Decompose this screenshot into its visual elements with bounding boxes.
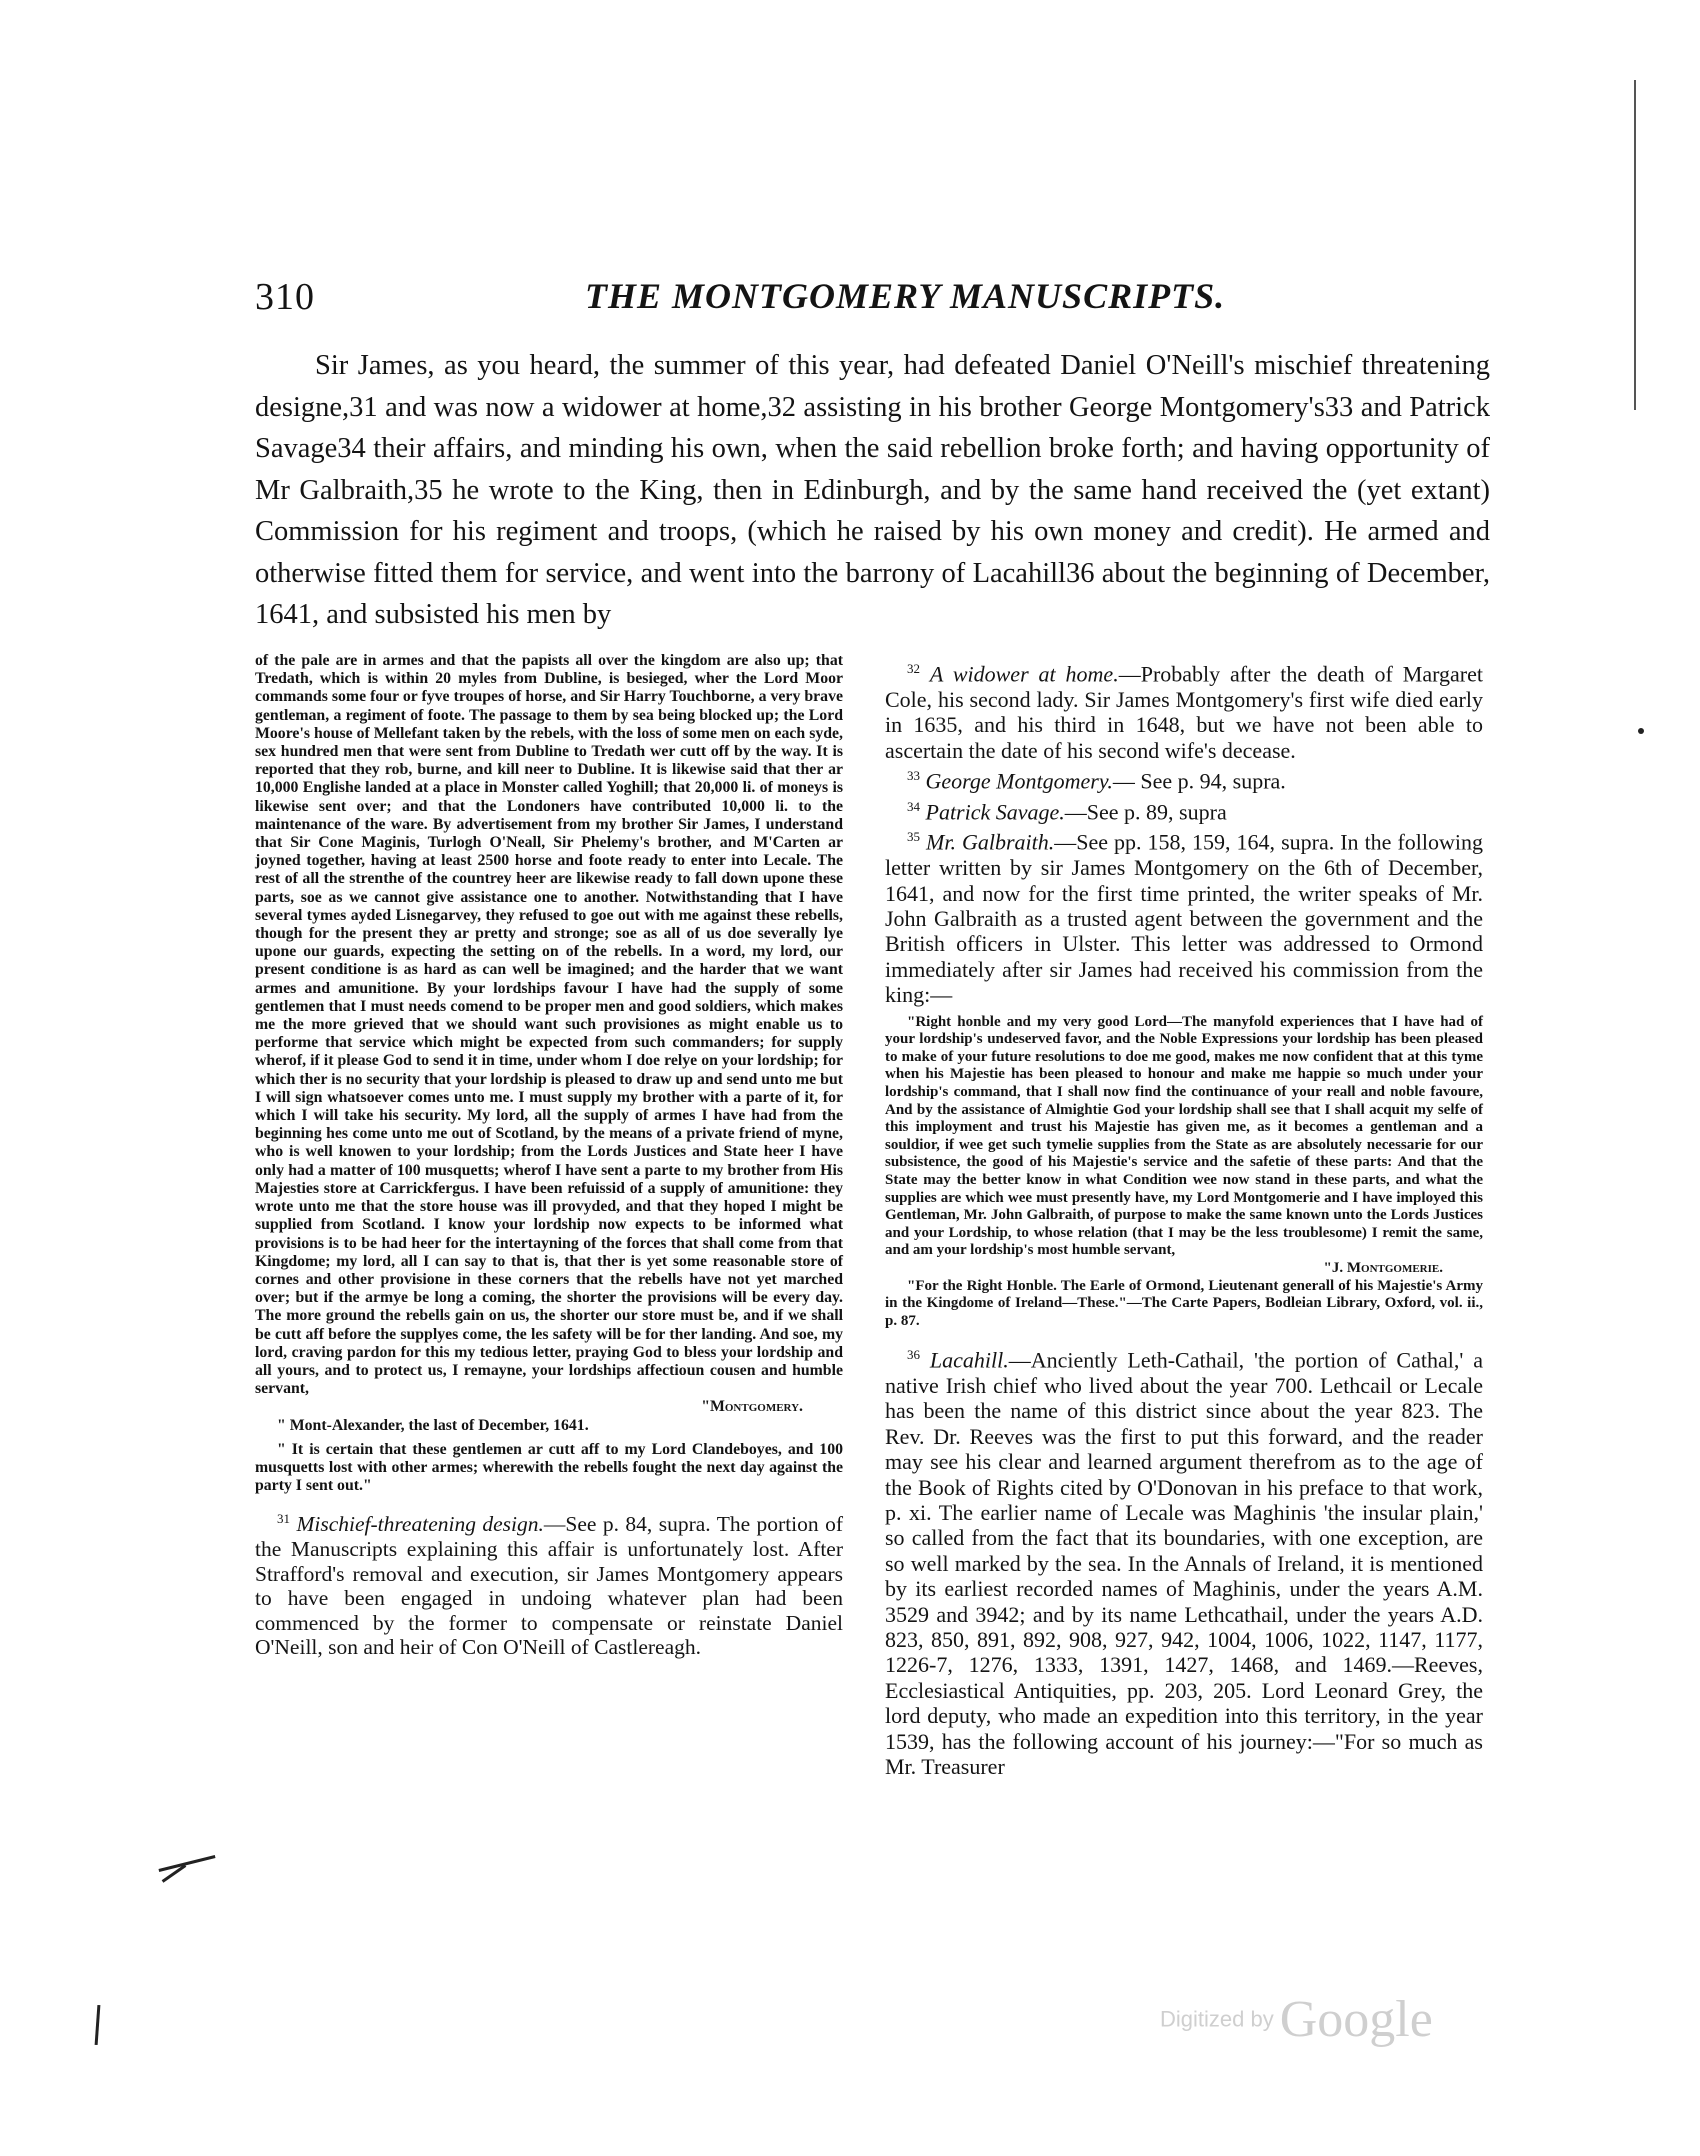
ink-speck xyxy=(1638,728,1644,734)
scan-edge-line xyxy=(1634,80,1636,410)
letter-signature: "Montgomery. xyxy=(701,1398,803,1416)
ormond-letter: "Right honble and my very good Lord—The manyfold experiences that I have had of your lordship's undeserved favor, and the Noble Expressions your lordship has been pleased to make of your future resolutions to doe me good, makes me now confident that at this tyme when his Majestie has been pleased to honour and make me happie so much under your lordship's command, that I shall now find the continuance of your reall and noble favoure, And by the assistance of Almightie God your lordship shall see that I shall acquit my selfe of this imployment and trust his Majestie has given me, as it becomes a gentleman and a souldior, if wee get such tymelie supplies from the State as are absolutely necessarie for our subsistence, the good of his Majestie's service and the safetie of these parts: And that the State may the better know in what Condition wee now stand in these parts, and what the supplies are which wee must presently have, my Lord Montgomerie and I have imployed this Gentleman, Mr. John Galbraith, of purpose to make the same known unto the Lords Justices and your Lordship, to whose relation (that I may be the less troublesome) I remit the same, and am your lordship's most humble servant, xyxy=(885,1013,1483,1259)
page-number: 310 xyxy=(255,276,315,318)
ormond-letter-signature: "J. Montgomerie. xyxy=(1323,1259,1443,1276)
footnote-number: 34 xyxy=(907,798,920,814)
watermark-digitized-by: Digitized by xyxy=(1160,2006,1274,2032)
letter-postscript: " It is certain that these gentlemen ar cutt aff to my Lord Clandeboyes, and 100 musquetts lost with other armes; wherewith the rebells fought the next day against the party I sent out." xyxy=(255,1440,843,1495)
footnote-36 xyxy=(885,1342,1483,1779)
google-watermark xyxy=(1160,1990,1500,2050)
footnote-body: —See p. 84, supra. The portion of the Manuscripts explaining this affair is unfortunately lost. After Strafford's removal and execution, sir James Montgomery appears to have been engaged in undoing whatever plan had been commenced by the former to compensate or reinstate Daniel O'Neill, son and heir of Con O'Neill of Castlereagh. xyxy=(255,1512,843,1660)
margin-ink-mark xyxy=(95,2005,101,2045)
footnote-32 xyxy=(885,656,1483,763)
footnote-body: —See p. 89, supra xyxy=(1064,799,1227,825)
main-paragraph: Sir James, as you heard, the summer of this year, had defeated Daniel O'Neill's mischief threatening designe,31 and was now a widower at home,32 assisting in his brother George Montgomery's33 and Patrick Savage34 their affairs, and minding his own, when the said rebellion broke forth; and having opportunity of Mr Galbraith,35 he wrote to the King, then in Edinburgh, and by the same hand received the (yet extant) Commission for his regiment and troops, (which he raised by his own money and credit). He armed and otherwise fitted them for service, and went into the barrony of Lacahill36 about the beginning of December, 1641, and subsisted his men by xyxy=(255,350,1490,630)
footnote-33 xyxy=(885,763,1483,794)
page-header xyxy=(255,275,1490,331)
footnote-number: 31 xyxy=(277,1511,290,1527)
footnote-34 xyxy=(885,794,1483,825)
footnote-number: 33 xyxy=(907,767,920,783)
footnote-heading: A widower at home. xyxy=(929,661,1119,687)
footnote-heading: Mr. Galbraith. xyxy=(926,829,1055,855)
main-text xyxy=(255,345,1490,636)
margin-pointer-mark xyxy=(158,1855,215,1872)
footnote-31 xyxy=(255,1507,843,1660)
footnote-body: — See p. 94, supra. xyxy=(1112,768,1286,794)
letter-text: of the pale are in armes and that the papists all over the kingdom are also up; that Tredath, which is within 20 myles from Dubline, is besieged, wher the Lord Moor commands some four or fyve troupes of horse, and Sir Harry Touchborne, a very brave gentleman, a regiment of foote. The passage to them by sea being blocked up; the Lord Moore's house of Mellefant taken by the rebels, with the loss of some men on each syde, sex hundred men that were sent from Dubline to Tredath wer cutt off by the way. It is reported that they rob, burne, and kill neer to Dubline. It is likewise said that ther ar 10,000 Englishe landed at a place in Monster called Yoghill; that 20,000 li. of moneys is likewise sent over; and that the Londoners have contributed 10,000 li. to the maintenance of the ware. By advertisement from my brother Sir James, I understand that Sir Cone Maginis, Turlogh O'Neall, Sir Phelemy's brother, and M'Carten ar joyned together, having at least 2500 horse and foote ready to enter into Lecale. The rest of all the strenthe of the countrey heer are likewise ready to fall down upone these parts, soe as we cannot give assistance one to another. Notwithstanding that I have several tymes ayded Lisnegarvey, they refused to goe out with me against these rebells, though for the present they ar pretty and stronge; soe as all of us doe severally lye upone our guards, expecting the setting on of the rebells. In a word, my lord, our present conditione is as hard as can well be imagined; and the harder that we want armes and amunitione. By your lordships favour I have had the supply of some gentlemen that I must needs comend to be proper men and good soldiers, which makes me the more grieved that we should want such provisiones as might enable us to performe that service which might be expected from such commanders; for supply wherof, if it please God to send it in time, under whom I doe relye on your lordship; for which ther is no security that your lordship is pleased to draw up and send unto me but I will sign whatsoever comes unto me. I must supply my brother with a parte of it, for which I will take his security. My lord, all the supply of armes I have had from the beginning hes come unto me out of Scotland, by the means of a private friend of myne, who is well knowen to your lordship; from the Lords Justices and State heer I have only had a matter of 100 musquetts; wherof I have sent a parte to my brother from His Majesties store at Carrickfergus. I have been refuissid of a supply of amunitione: they wrote unto me that the store house was ill provyded, and that they hoped I might be supplied from Scotland. I know your lordship now expects to be informed what provisions is to be had heer for the intertayning of the forces that shall come from that Kingdome; my lord, all I can say to that is, that ther is yet some reasonable store of cornes and other provisione in these corners that the rebells have not yet marched over; but if the armye be long a coming, the shorter the provisions will be every day. The more ground the rebells gain on us, the shorter our store must be, and if we shall be cutt aff before the supplyes come, the les safety will be for ther landing. And soe, my lord, craving pardon for this my tedious letter, praying God to bless your lordship and all yours, and to protect us, I remayne, your lordships affectioun cousen and humble servant, xyxy=(255,652,843,1398)
footnote-heading: Patrick Savage. xyxy=(925,799,1065,825)
footnote-body: —See pp. 158, 159, 164, supra. In the following letter written by sir James Montgomery on the 6th of December, 1641, and now for the first time printed, the writer speaks of Mr. John Galbraith as a trusted agent between the government and the British officers in Ulster. This letter was addressed to Ormond immediately after sir James had received his commission from the king:— xyxy=(885,829,1483,1008)
running-title: THE MONTGOMERY MANUSCRIPTS. xyxy=(585,276,1226,316)
footnote-number: 36 xyxy=(907,1347,920,1363)
right-column xyxy=(885,656,1483,1780)
footnote-number: 32 xyxy=(907,661,920,676)
watermark-google-logo: Google xyxy=(1279,1991,1433,2048)
ormond-letter-address: "For the Right Honble. The Earle of Ormond, Lieutenant generall of his Majestie's Army in the Kingdome of Ireland—These."—The Carte Papers, Bodleian Library, Oxford, vol. ii., p. 87. xyxy=(885,1277,1483,1329)
footnote-35 xyxy=(885,824,1483,1007)
footnote-heading: Lacahill. xyxy=(929,1347,1009,1373)
letter-date: " Mont-Alexander, the last of December, 1641. xyxy=(277,1416,589,1434)
footnote-heading: Mischief-threatening design. xyxy=(296,1512,544,1537)
left-column xyxy=(255,652,843,1660)
footnote-number: 35 xyxy=(907,829,920,845)
footnote-body: —Anciently Leth-Cathail, 'the portion of Cathal,' a native Irish chief who lived about the year 700. Lethcail or Lecale has been the name of this district since about the year 823. The Rev. Dr. Reeves was the first to put this forward, and the reader may see his clear and learned argument therefrom as to the age of the Book of Rights cited by O'Donovan in his preface to that work, p. xi. The earlier name of Lecale was Maghinis 'the insular plain,' so called from the fact that its boundaries, with one exception, are so well marked by the sea. In the Annals of Ireland, it is mentioned by its earliest recorded names of Maghinis, under the years A.M. 3529 and 3942; and by its name Lethcathail, under the years A.D. 823, 850, 891, 892, 908, 927, 942, 1004, 1006, 1022, 1147, 1177, 1226-7, 1276, 1333, 1391, 1427, 1468, and 1469.—Reeves, Ecclesiastical Antiquities, pp. 203, 205. Lord Leonard Grey, the lord deputy, who made an expedition into this territory, in the year 1539, has the following account of his journey:—"For so much as Mr. Treasurer xyxy=(885,1347,1483,1780)
footnote-body: —Probably after the death of Margaret Cole, his second lady. Sir James Montgomery's first wife died early in 1635, and his third in 1648, but we have not been able to ascertain the date of his second wife's decease. xyxy=(885,661,1483,763)
footnote-heading: George Montgomery. xyxy=(925,768,1113,794)
